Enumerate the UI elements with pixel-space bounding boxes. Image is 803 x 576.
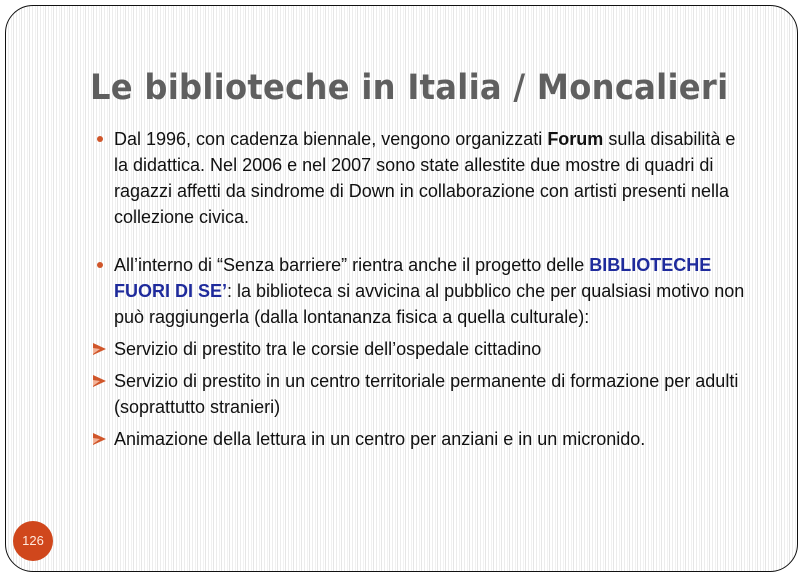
sub-bullet-item-ospedale <box>89 336 749 362</box>
arrowhead-bullet-icon <box>93 433 106 445</box>
arrowhead-bullet-icon <box>93 343 106 355</box>
bullet-text: Dal 1996, con cadenza biennale, vengono organizzati <box>114 129 548 149</box>
slide-content <box>89 126 749 452</box>
highlight-text: BIBLIOTECHE FUORI DI SE’ <box>114 255 712 301</box>
bullet-text: Servizio di prestito in un centro territoriale permanente di formazione per adulti (soprattutto stranieri) <box>114 371 739 417</box>
slide <box>5 5 798 572</box>
sub-bullet-item-animazione <box>89 426 749 452</box>
bullet-text: : la biblioteca si avvicina al pubblico che per qualsiasi motivo non può raggiungerla (dalla lontananza fisica a quella culturale): <box>114 281 745 327</box>
arrowhead-bullet-icon <box>93 375 106 387</box>
bullet-item-forum <box>89 126 749 230</box>
slide-title: Le biblioteche in Italia / Moncalieri <box>90 68 729 108</box>
bullet-text: Animazione della lettura in un centro per anziani e in un micronido. <box>114 429 646 449</box>
page-number-badge: 126 <box>13 521 53 561</box>
bullet-item-senza-barriere <box>89 252 749 330</box>
sub-bullet-item-centro-territoriale <box>89 368 749 420</box>
bullet-text: sulla disabilità e la didattica. Nel 2006 e nel 2007 sono state allestite due mostre di quadri di ragazzi affetti da sindrome di Down in collaborazione con artisti presenti nella collezione civica. <box>114 129 736 227</box>
bullet-text: Servizio di prestito tra le corsie dell’ospedale cittadino <box>114 339 542 359</box>
bullet-bold-text: Forum <box>547 129 604 149</box>
bullet-text: All’interno di “Senza barriere” rientra anche il progetto delle <box>114 255 590 275</box>
bullet-dot-icon <box>97 262 103 268</box>
bullet-dot-icon <box>97 136 103 142</box>
